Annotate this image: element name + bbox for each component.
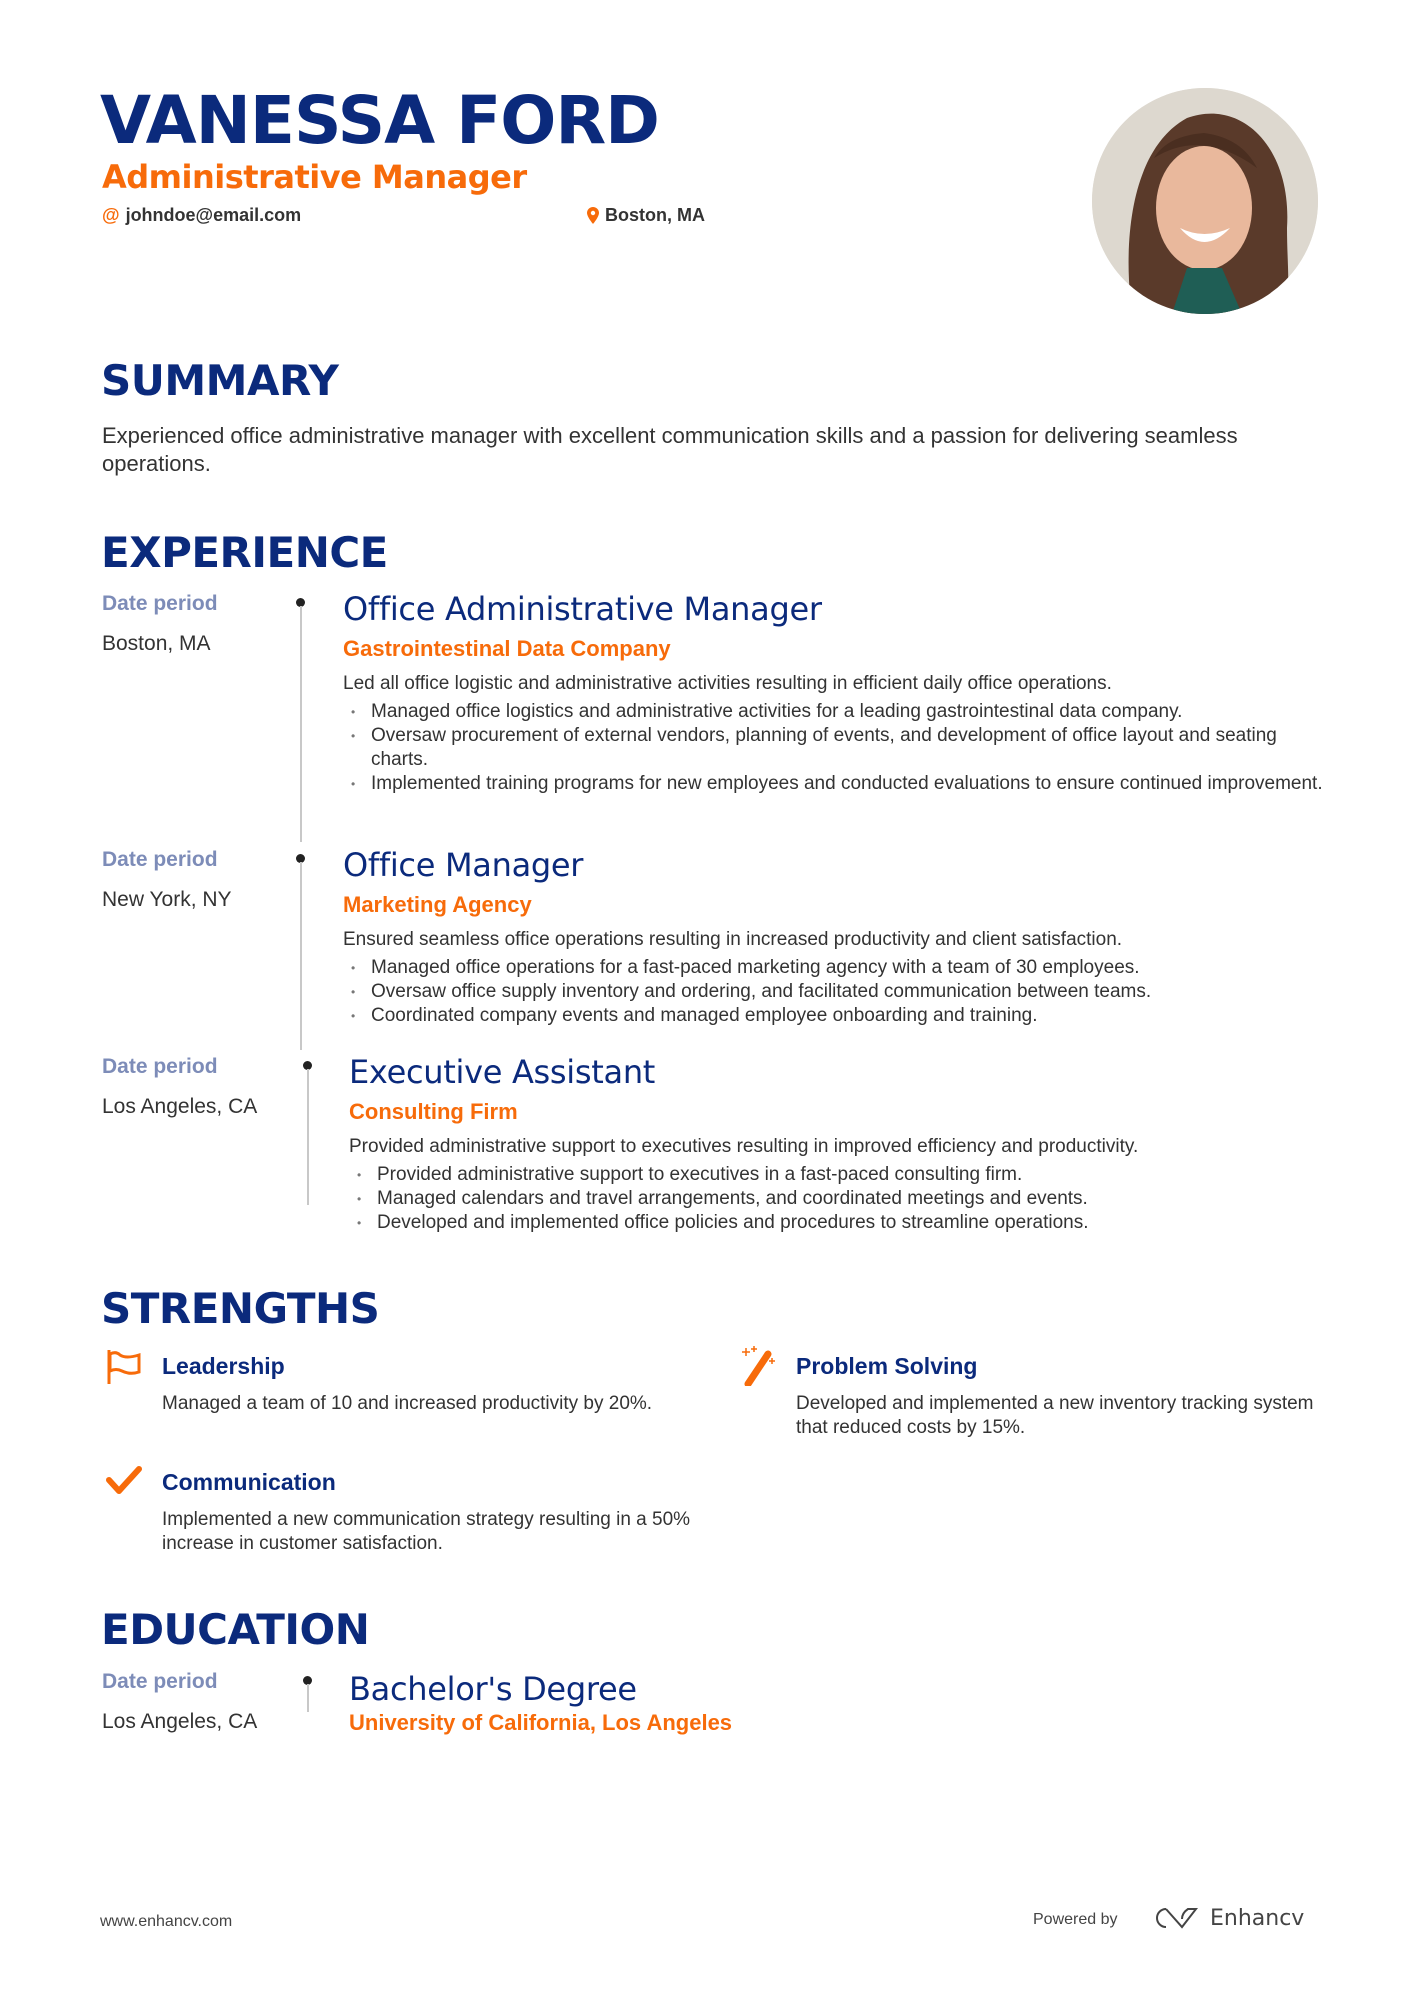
job-location: Boston, MA xyxy=(102,632,211,655)
location-pin-icon xyxy=(587,207,599,224)
email: johndoe@email.com xyxy=(125,205,302,225)
strength-description: Developed and implemented a new inventory tracking system that reduced costs by 15%. xyxy=(796,1393,1314,1438)
bullet: • Oversaw procurement of external vendors, planning of events, and development of office layout and seating charts. xyxy=(343,724,1323,772)
experience-meta xyxy=(102,592,218,656)
experience-heading: EXPERIENCE xyxy=(101,528,388,577)
job-location: New York, NY xyxy=(102,888,232,911)
profile-photo xyxy=(1092,88,1318,314)
website-link[interactable]: www.enhancv.com xyxy=(100,1913,233,1930)
enhancv-brand: Enhancv xyxy=(1210,1905,1305,1931)
email-contact xyxy=(102,205,301,226)
strength-title: Communication xyxy=(162,1469,336,1495)
experience-meta xyxy=(102,848,232,912)
strengths-heading: STRENGTHS xyxy=(101,1284,380,1333)
bullet: • Managed office logistics and administrative activities for a leading gastrointestinal data company. xyxy=(343,700,1323,724)
enhancv-logo[interactable] xyxy=(1152,1905,1304,1931)
job-location: Los Angeles, CA xyxy=(102,1095,258,1118)
strength-title: Problem Solving xyxy=(796,1353,978,1379)
summary-text: Experienced office administrative manager with excellent communication skills and a passion for delivering seamless operations. xyxy=(102,423,1238,476)
education-meta xyxy=(102,1670,257,1734)
strength-item xyxy=(162,1353,692,1416)
location: Boston, MA xyxy=(605,205,705,225)
job-title: Office Manager xyxy=(343,846,584,884)
education-heading: EDUCATION xyxy=(101,1605,370,1654)
date-period: Date period xyxy=(102,592,218,615)
school: University of California, Los Angeles xyxy=(349,1710,733,1735)
strength-item xyxy=(162,1469,692,1556)
bullet-list xyxy=(349,1163,1329,1235)
bullet: • Developed and implemented office policies and procedures to streamline operations. xyxy=(349,1211,1329,1235)
timeline-line xyxy=(300,862,302,1050)
job-description: Led all office logistic and administrative activities resulting in efficient daily office operations. xyxy=(343,673,1112,694)
job-title: Executive Assistant xyxy=(349,1053,656,1091)
bullet: • Managed calendars and travel arrangements, and coordinated meetings and events. xyxy=(349,1187,1329,1211)
strength-title: Leadership xyxy=(162,1353,285,1379)
location-contact xyxy=(587,205,705,226)
experience-item xyxy=(349,1053,1329,1235)
date-period: Date period xyxy=(102,848,218,871)
magic-wand-icon xyxy=(740,1346,778,1391)
degree: Bachelor's Degree xyxy=(349,1670,637,1708)
experience-meta xyxy=(102,1055,257,1119)
education-item xyxy=(349,1670,732,1736)
experience-item xyxy=(343,590,1323,796)
checkmark-icon xyxy=(106,1466,142,1501)
timeline-line xyxy=(300,606,302,842)
bullet-list xyxy=(343,956,1323,1028)
candidate-title: Administrative Manager xyxy=(102,158,527,196)
bullet: • Provided administrative support to executives in a fast-paced consulting firm. xyxy=(349,1163,1329,1187)
company: Marketing Agency xyxy=(343,892,532,917)
at-icon: @ xyxy=(102,205,120,225)
timeline-line xyxy=(307,1069,309,1205)
job-description: Ensured seamless office operations resulting in increased productivity and client satisfaction. xyxy=(343,929,1123,950)
bullet-list xyxy=(343,700,1323,796)
powered-by-label: Powered by xyxy=(1033,1911,1118,1928)
date-period: Date period xyxy=(102,1670,218,1693)
timeline-line xyxy=(307,1684,309,1712)
enhancv-logo-icon xyxy=(1152,1905,1198,1931)
education-location: Los Angeles, CA xyxy=(102,1710,258,1733)
company: Consulting Firm xyxy=(349,1099,518,1124)
strength-description: Managed a team of 10 and increased productivity by 20%. xyxy=(162,1393,653,1414)
date-period: Date period xyxy=(102,1055,218,1078)
job-title: Office Administrative Manager xyxy=(343,590,822,628)
bullet: • Oversaw office supply inventory and ordering, and facilitated communication between teams. xyxy=(343,980,1323,1004)
strength-item xyxy=(796,1353,1326,1440)
summary-heading: SUMMARY xyxy=(101,356,339,405)
experience-item xyxy=(343,846,1323,1028)
flag-icon xyxy=(106,1350,142,1389)
job-description: Provided administrative support to executives resulting in improved efficiency and productivity. xyxy=(349,1136,1139,1157)
company: Gastrointestinal Data Company xyxy=(343,636,671,661)
bullet: • Coordinated company events and managed employee onboarding and training. xyxy=(343,1004,1323,1028)
bullet: • Implemented training programs for new employees and conducted evaluations to ensure continued improvement. xyxy=(343,772,1323,796)
bullet: • Managed office operations for a fast-paced marketing agency with a team of 30 employees. xyxy=(343,956,1323,980)
strength-description: Implemented a new communication strategy resulting in a 50% increase in customer satisfaction. xyxy=(162,1509,691,1554)
candidate-name: VANESSA FORD xyxy=(100,82,659,159)
